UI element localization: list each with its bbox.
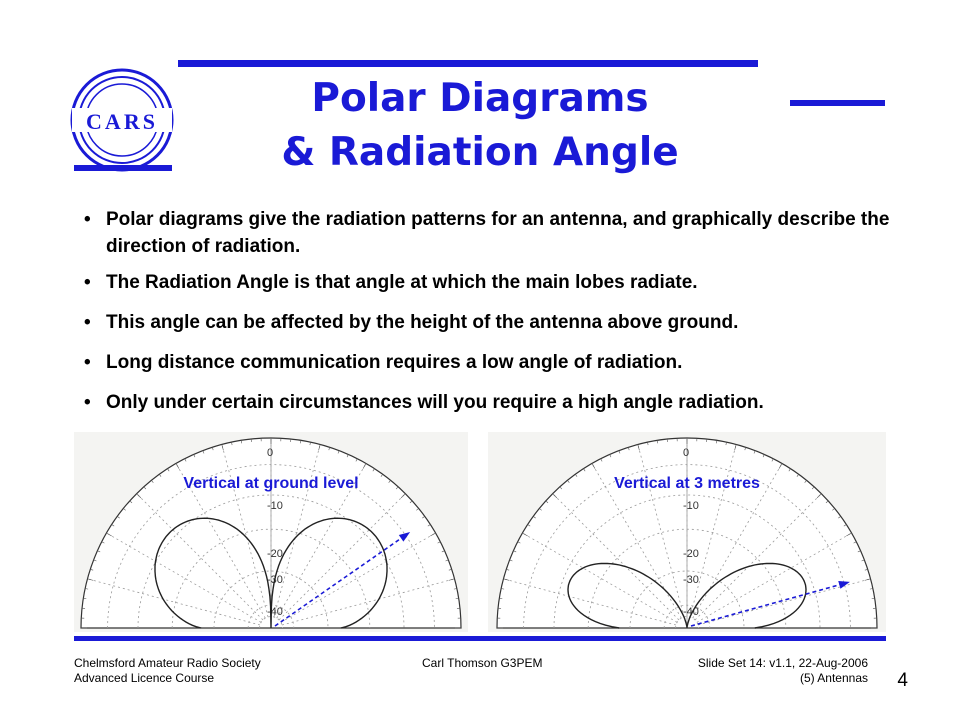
bullet-item: • Only under certain circumstances will you require a high angle radiation. [84,389,954,416]
footer-society [74,656,261,686]
diagram-label: Vertical at 3 metres [614,475,760,492]
footer-rule [74,636,886,641]
bullet-item: • This angle can be affected by the height of the antenna above ground. [84,309,954,336]
page-title-line1: Polar Diagrams [311,76,649,121]
diagram-label: Vertical at ground level [183,475,359,492]
db-label: -10 [683,500,699,512]
footer-right-line2: (5) Antennas [799,671,868,685]
db-label: -40 [267,606,283,619]
logo-text: CARS [86,109,158,134]
footer-right-line1: Slide Set 14: v1.1, 22-Aug-2006 [697,656,868,670]
polar-plot-3m-svg [488,432,886,632]
db-label: -30 [683,574,699,586]
title-right-rule [790,100,885,106]
footer-slide-info [698,656,868,686]
db-label: -30 [267,574,283,586]
db-label: -10 [267,500,283,512]
footer-author: Carl Thomson G3PEM [422,656,543,670]
cars-logo [66,64,178,176]
db-label: 0 [683,447,690,459]
top-rule [178,60,758,67]
footer-left-line1: Chelmsford Amateur Radio Society [74,656,261,670]
db-label: 0 [267,447,274,459]
db-label: -20 [267,548,283,561]
polar-diagram-ground [74,432,468,632]
page-title-line2: & Radiation Angle [281,130,679,175]
bullet-item: • Polar diagrams give the radiation patterns for an antenna, and graphically describe the direction of radiation. [84,206,954,260]
db-label: -40 [683,606,699,619]
page-number: 4 [897,670,908,691]
bullet-item: • Long distance communication requires a low angle of radiation. [84,349,954,376]
db-label: -20 [683,548,699,561]
footer-left-line2: Advanced Licence Course [74,671,215,685]
bullet-list [84,206,954,416]
polar-plot-ground-svg [74,432,468,632]
polar-diagram-3m [488,432,886,632]
bullet-item: • The Radiation Angle is that angle at which the main lobes radiate. [84,269,954,296]
